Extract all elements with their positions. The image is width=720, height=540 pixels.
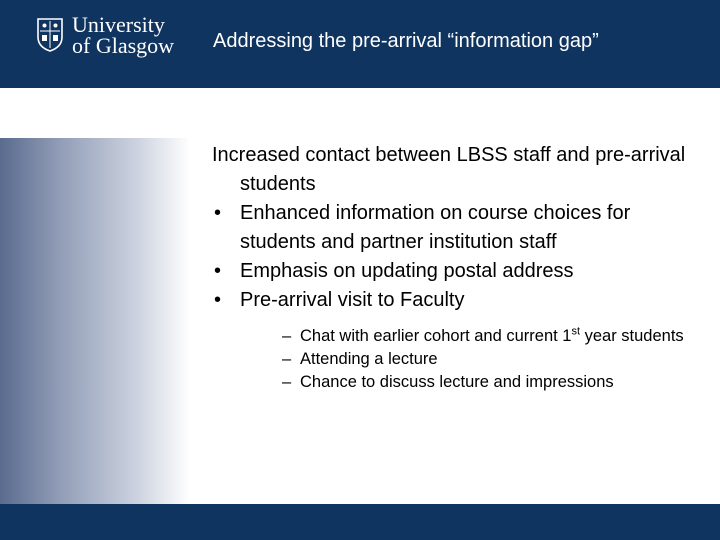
bullet-mark: • <box>214 289 222 311</box>
sub-bullet-text: Attending a lecture <box>300 350 438 368</box>
bullet-item <box>212 199 702 257</box>
sub-bullet-text: Chance to discuss lecture and impressions <box>300 373 614 391</box>
bullet-text: Enhanced information on course choices for students and partner institution staff <box>240 202 631 253</box>
dash-mark: – <box>282 373 292 391</box>
sub-bullet-text-before: Chat with earlier cohort and current 1 <box>300 327 572 345</box>
sub-bullet-item <box>282 371 702 394</box>
dash-mark: – <box>282 327 292 345</box>
logo-line1: University <box>72 12 165 37</box>
intro-paragraph: Increased contact between LBSS staff and pre-arrival students <box>212 144 686 195</box>
dash-mark: – <box>282 350 292 368</box>
sub-bullet-text-after: year students <box>580 327 684 345</box>
logo-line2: of Glasgow <box>72 33 175 58</box>
decorative-gradient-stripe <box>0 138 190 504</box>
bullet-mark: • <box>214 202 222 224</box>
sub-bullet-list <box>282 325 702 394</box>
sub-bullet-item <box>282 325 702 348</box>
crest-icon <box>36 17 64 53</box>
body-text <box>212 141 702 394</box>
bullet-item <box>212 257 702 286</box>
bullet-text: Emphasis on updating postal address <box>240 260 574 282</box>
bullet-list <box>212 199 702 394</box>
slide-footer <box>0 504 720 540</box>
sub-bullet-item <box>282 348 702 371</box>
bullet-mark: • <box>214 260 222 282</box>
bullet-text: Pre-arrival visit to Faculty <box>240 289 465 311</box>
bullet-item <box>212 286 702 394</box>
slide-header <box>0 0 720 88</box>
university-logo <box>36 14 174 56</box>
slide-title: Addressing the pre-arrival “information gap” <box>213 30 599 52</box>
ordinal-superscript: st <box>571 325 581 338</box>
